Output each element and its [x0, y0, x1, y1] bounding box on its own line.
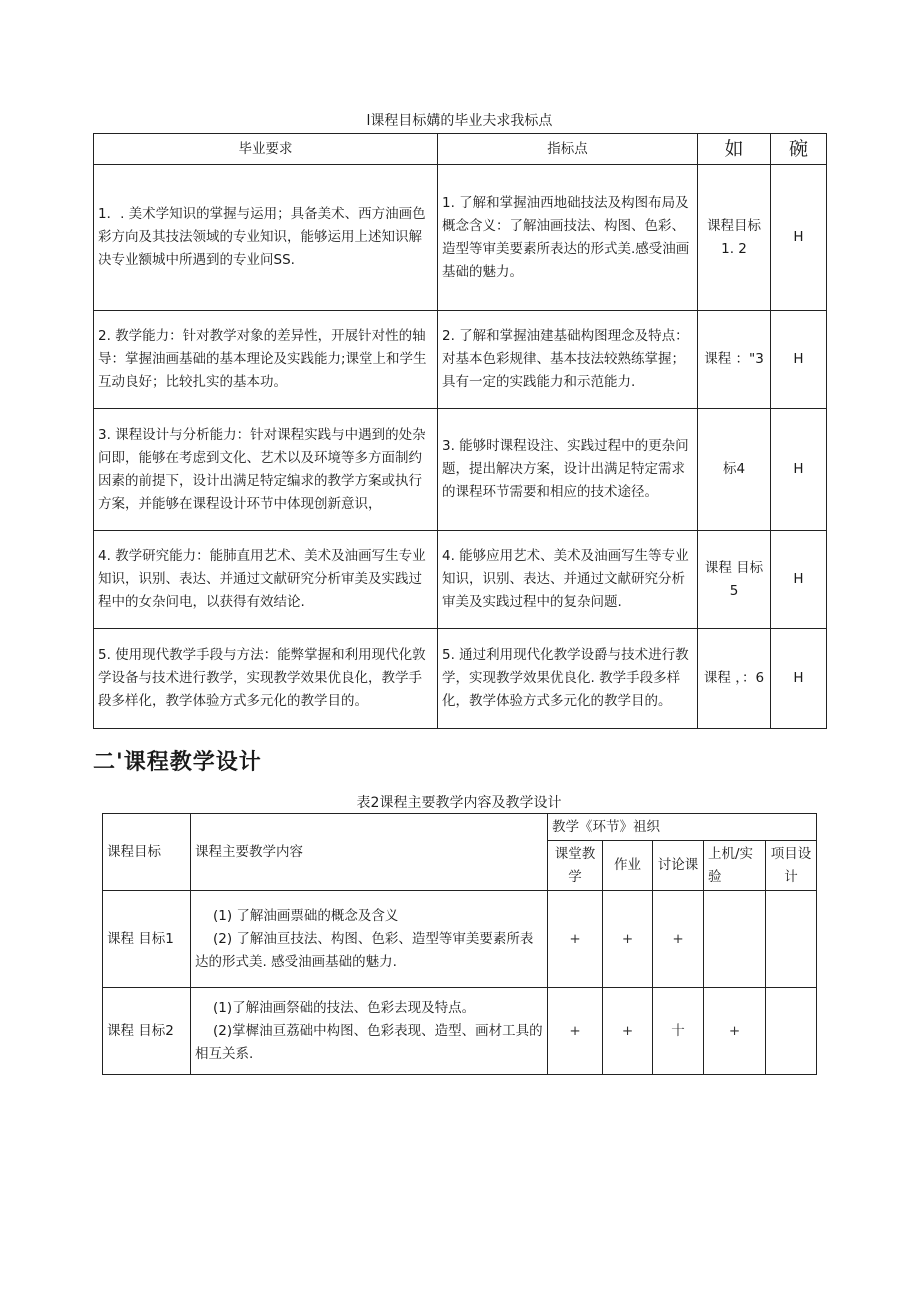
- level-cell: H: [771, 531, 827, 629]
- table-row: [103, 988, 817, 1075]
- indicator-cell: 1. 了解和掌握油西地础技法及构图布局及概念含义：了解油画技法、构图、色彩、造型等审美要素所表达的形式美.感受油画基础的魅力。: [438, 165, 698, 311]
- mark-cell: +: [548, 891, 603, 988]
- graduation-requirements-table: [93, 133, 827, 729]
- requirement-cell: 4. 教学研究能力：能肺直用艺术、美术及油画写生专业知识，识别、表达、并通过文献研究分析审美及实践过程中的女杂问电，以获得有效结论.: [94, 531, 438, 629]
- content-item: (1) 了解油画票础的概念及含义: [213, 907, 399, 924]
- subheader-homework: 作业: [603, 841, 653, 891]
- goal-cell: 课程 ，：6: [698, 629, 771, 729]
- header-indicator: 指标点: [438, 134, 698, 165]
- mark-cell: +: [548, 988, 603, 1075]
- mark-cell: +: [603, 891, 653, 988]
- table-row: [94, 311, 827, 409]
- mark-cell: 十: [653, 988, 704, 1075]
- content-cell: [191, 988, 548, 1075]
- goal-cell: 课程 ："3: [698, 311, 771, 409]
- indicator-cell: 2. 了解和掌握油建基础构图理念及特点：对基本色彩规律、基本技法较熟练掌握；具有一定的实践能力和示范能力.: [438, 311, 698, 409]
- table-row: [94, 165, 827, 311]
- mark-cell: [766, 988, 817, 1075]
- course-goal-cell: 课程 目标1: [103, 891, 191, 988]
- indicator-cell: 3. 能够时课程设注、实践过程中的更杂问题，提出解决方案，设计出满足特定需求的课程环节需要和相应的技术途径。: [438, 409, 698, 531]
- subheader-lab: 上机/实验: [704, 841, 766, 891]
- indicator-cell: 4. 能够应用艺术、美术及油画写生等专业知识，识别、表达、并通过文献研究分析审美及实践过程中的复杂问题.: [438, 531, 698, 629]
- goal-cell: 课程目标1. 2: [698, 165, 771, 311]
- table2-caption: 表2课程主要教学内容及教学设计: [356, 795, 562, 811]
- level-cell: H: [771, 311, 827, 409]
- header-teaching-organization: 教学《环节》祖织: [548, 814, 817, 841]
- mark-cell: +: [603, 988, 653, 1075]
- requirement-cell: 3. 课程设计与分析能力：针对课程实践与中遇到的处杂问即，能够在考虑到文化、艺术以及环境等多方面制约因素的前提下，设计出满足特定编求的教学方案或执行方案，并能够在课程设计环节中体现创新意识，: [94, 409, 438, 531]
- content-item: (1)了解油画祭础的技法、色彩去现及特点。: [213, 999, 476, 1016]
- section-title: 二'课程教学设计: [93, 750, 262, 775]
- level-cell: H: [771, 165, 827, 311]
- table1-caption: l课程目标媾的毕业夫求我标点: [366, 113, 553, 129]
- content-item: (2)掌樨油亘荔础中构图、色彩表现、造型、画材工具的相互关系.: [195, 1022, 543, 1062]
- goal-cell: 标4: [698, 409, 771, 531]
- level-cell: H: [771, 409, 827, 531]
- indicator-cell: 5. 通过利用现代化教学设爵与技术进行教学，实现教学效果优良化. 教学手段多样化，教学体验方式多元化的教学目的。: [438, 629, 698, 729]
- header-level: 碗: [771, 134, 827, 165]
- requirement-cell: 2. 教学能力：针对教学对象的差异性，开展针对性的轴导：掌握油画基础的基本理论及实践能力;课堂上和学生互动良好；比较扎实的基本功。: [94, 311, 438, 409]
- header-course-content: 课程主要教学内容: [191, 814, 548, 891]
- level-cell: H: [771, 629, 827, 729]
- header-goal: 如: [698, 134, 771, 165]
- content-item: (2) 了解油亘技法、构图、色彩、造型等审美要素所表达的形式美. 感受油画基础的魅力.: [195, 930, 534, 970]
- mark-cell: +: [653, 891, 704, 988]
- course-content-table: [102, 813, 817, 1075]
- table-row: [103, 891, 817, 988]
- content-cell: [191, 891, 548, 988]
- subheader-discussion: 讨论课: [653, 841, 704, 891]
- header-course-goal: 课程目标: [103, 814, 191, 891]
- requirement-cell: 5. 使用现代教学手段与方法：能弊掌握和利用现代化敦学设备与技术进行教学，实现教学效果优良化，教学手段多样化，教学体验方式多元化的教学目的。: [94, 629, 438, 729]
- mark-cell: [766, 891, 817, 988]
- header-requirement: 毕业要求: [94, 134, 438, 165]
- table-row: [94, 629, 827, 729]
- course-goal-cell: 课程 目标2: [103, 988, 191, 1075]
- table-row: [94, 409, 827, 531]
- mark-cell: +: [704, 988, 766, 1075]
- mark-cell: [704, 891, 766, 988]
- subheader-classroom: 课堂教学: [548, 841, 603, 891]
- table-row: [94, 531, 827, 629]
- requirement-cell: 1．. 美术学知识的掌握与运用；具备美术、西方油画色彩方向及其技法领域的专业知识，能够运用上述知识解决专业额城中所遇到的专业问SS.: [94, 165, 438, 311]
- subheader-project: 项目设计: [766, 841, 817, 891]
- goal-cell: 课程 目标5: [698, 531, 771, 629]
